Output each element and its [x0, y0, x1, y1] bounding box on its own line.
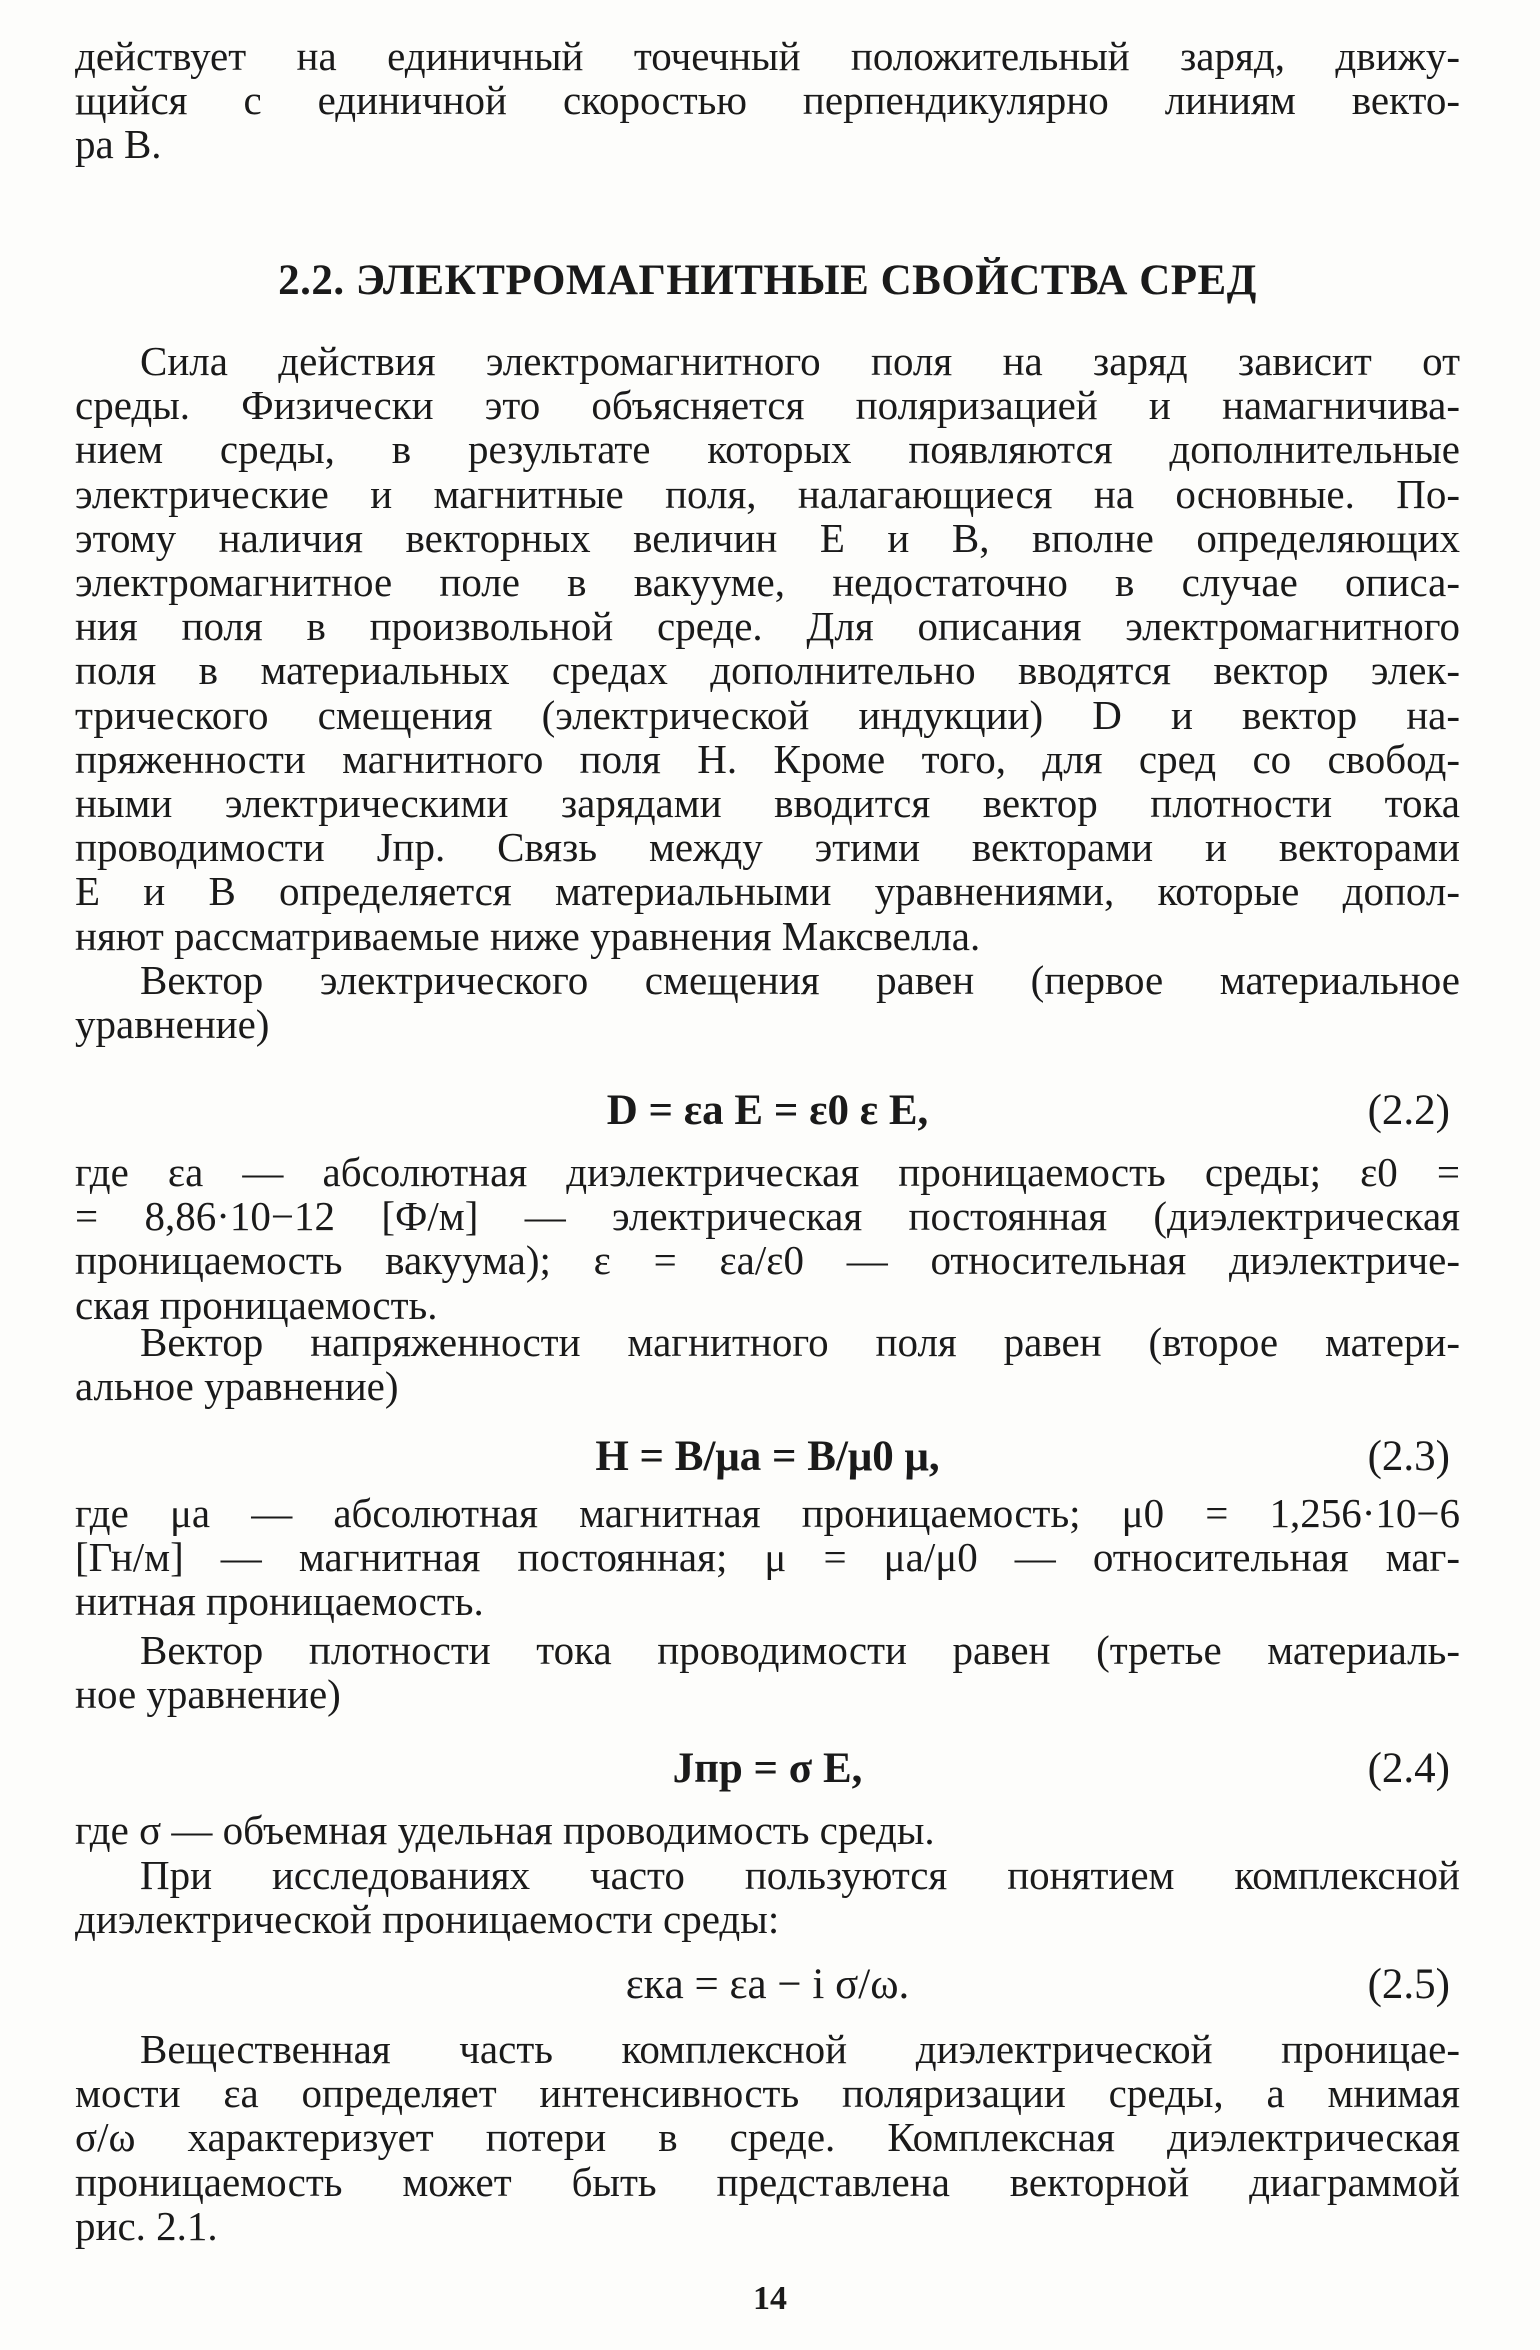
paragraph-2: Вектор электрического смещения равен (первое материальное уравнение)	[75, 957, 1460, 1048]
paragraph-6: Вектор плотности тока проводимости равен (третье материаль- ное уравнение)	[75, 1627, 1460, 1718]
paragraph-4: Вектор напряженности магнитного поля равен (второе матери- альное уравнение)	[75, 1319, 1460, 1410]
paragraph-3: где εa — абсолютная диэлектрическая проницаемость среды; ε0 = = 8,86·10−12 [Ф/м] — электрическая постоянная (диэлектрическая проницаемость вакуума); ε = εa/ε0 — относительная диэлектриче- ская проницаемость.	[75, 1149, 1460, 1328]
equation-formula: εкa = εa − i σ/ω.	[625, 1961, 910, 2008]
equation-formula: Jпр = σ E,	[672, 1745, 863, 1792]
equation-formula: H = B/μa = B/μ0 μ,	[595, 1433, 940, 1480]
section-heading: 2.2. ЭЛЕКТРОМАГНИТНЫЕ СВОЙСТВА СРЕД	[278, 257, 1257, 304]
paragraph-5: где μa — абсолютная магнитная проницаемость; μ0 = 1,256·10−6 [Гн/м] — магнитная постоянная; μ = μa/μ0 — относительная маг- нитная проницаемость.	[75, 1490, 1460, 1625]
top-paragraph: действует на единичный точечный положительный заряд, движу- щийся с единичной скоростью перпендикулярно линиям векто- ра B.	[75, 33, 1460, 168]
page-number: 14	[753, 2280, 787, 2317]
equation-number: (2.3)	[1367, 1433, 1450, 1480]
equation-number: (2.4)	[1367, 1745, 1450, 1792]
equation-number: (2.2)	[1367, 1087, 1450, 1134]
paragraph-7: где σ — объемная удельная проводимость среды.	[75, 1807, 935, 1853]
equation-number: (2.5)	[1367, 1961, 1450, 2008]
equation-formula: D = εa E = ε0 ε E,	[606, 1087, 929, 1134]
paragraph-9: Вещественная часть комплексной диэлектрической проницае- мости εa определяет интенсивность поляризации среды, а мнимая σ/ω характеризует потери в среде. Комплексная диэлектрическая проницаемость может быть представлена векторной диаграммой рис. 2.1.	[75, 2026, 1460, 2249]
paragraph-8: При исследованиях часто пользуются понятием комплексной диэлектрической проницаемости среды:	[75, 1852, 1460, 1943]
paragraph-1: Сила действия электромагнитного поля на заряд зависит от среды. Физически это объясняется поляризацией и намагничива- нием среды, в результате которых появляются дополнительные электрические и магнитные поля, налагающиеся на основные. По- этому наличия векторных величин E и B, вполне определяющих электромагнитное поле в вакууме, недостаточно в случае описа- ния поля в произвольной среде. Для описания электромагнитного поля в материальных средах дополнительно вводятся вектор элек- трического смещения (электрической индукции) D и вектор на- пряженности магнитного поля H. Кроме того, для сред со свобод- ными электрическими зарядами вводится вектор плотности тока проводимости Jпр. Связь между этими векторами и векторами E и B определяется материальными уравнениями, которые допол- няют рассматриваемые ниже уравнения Максвелла.	[75, 338, 1460, 959]
